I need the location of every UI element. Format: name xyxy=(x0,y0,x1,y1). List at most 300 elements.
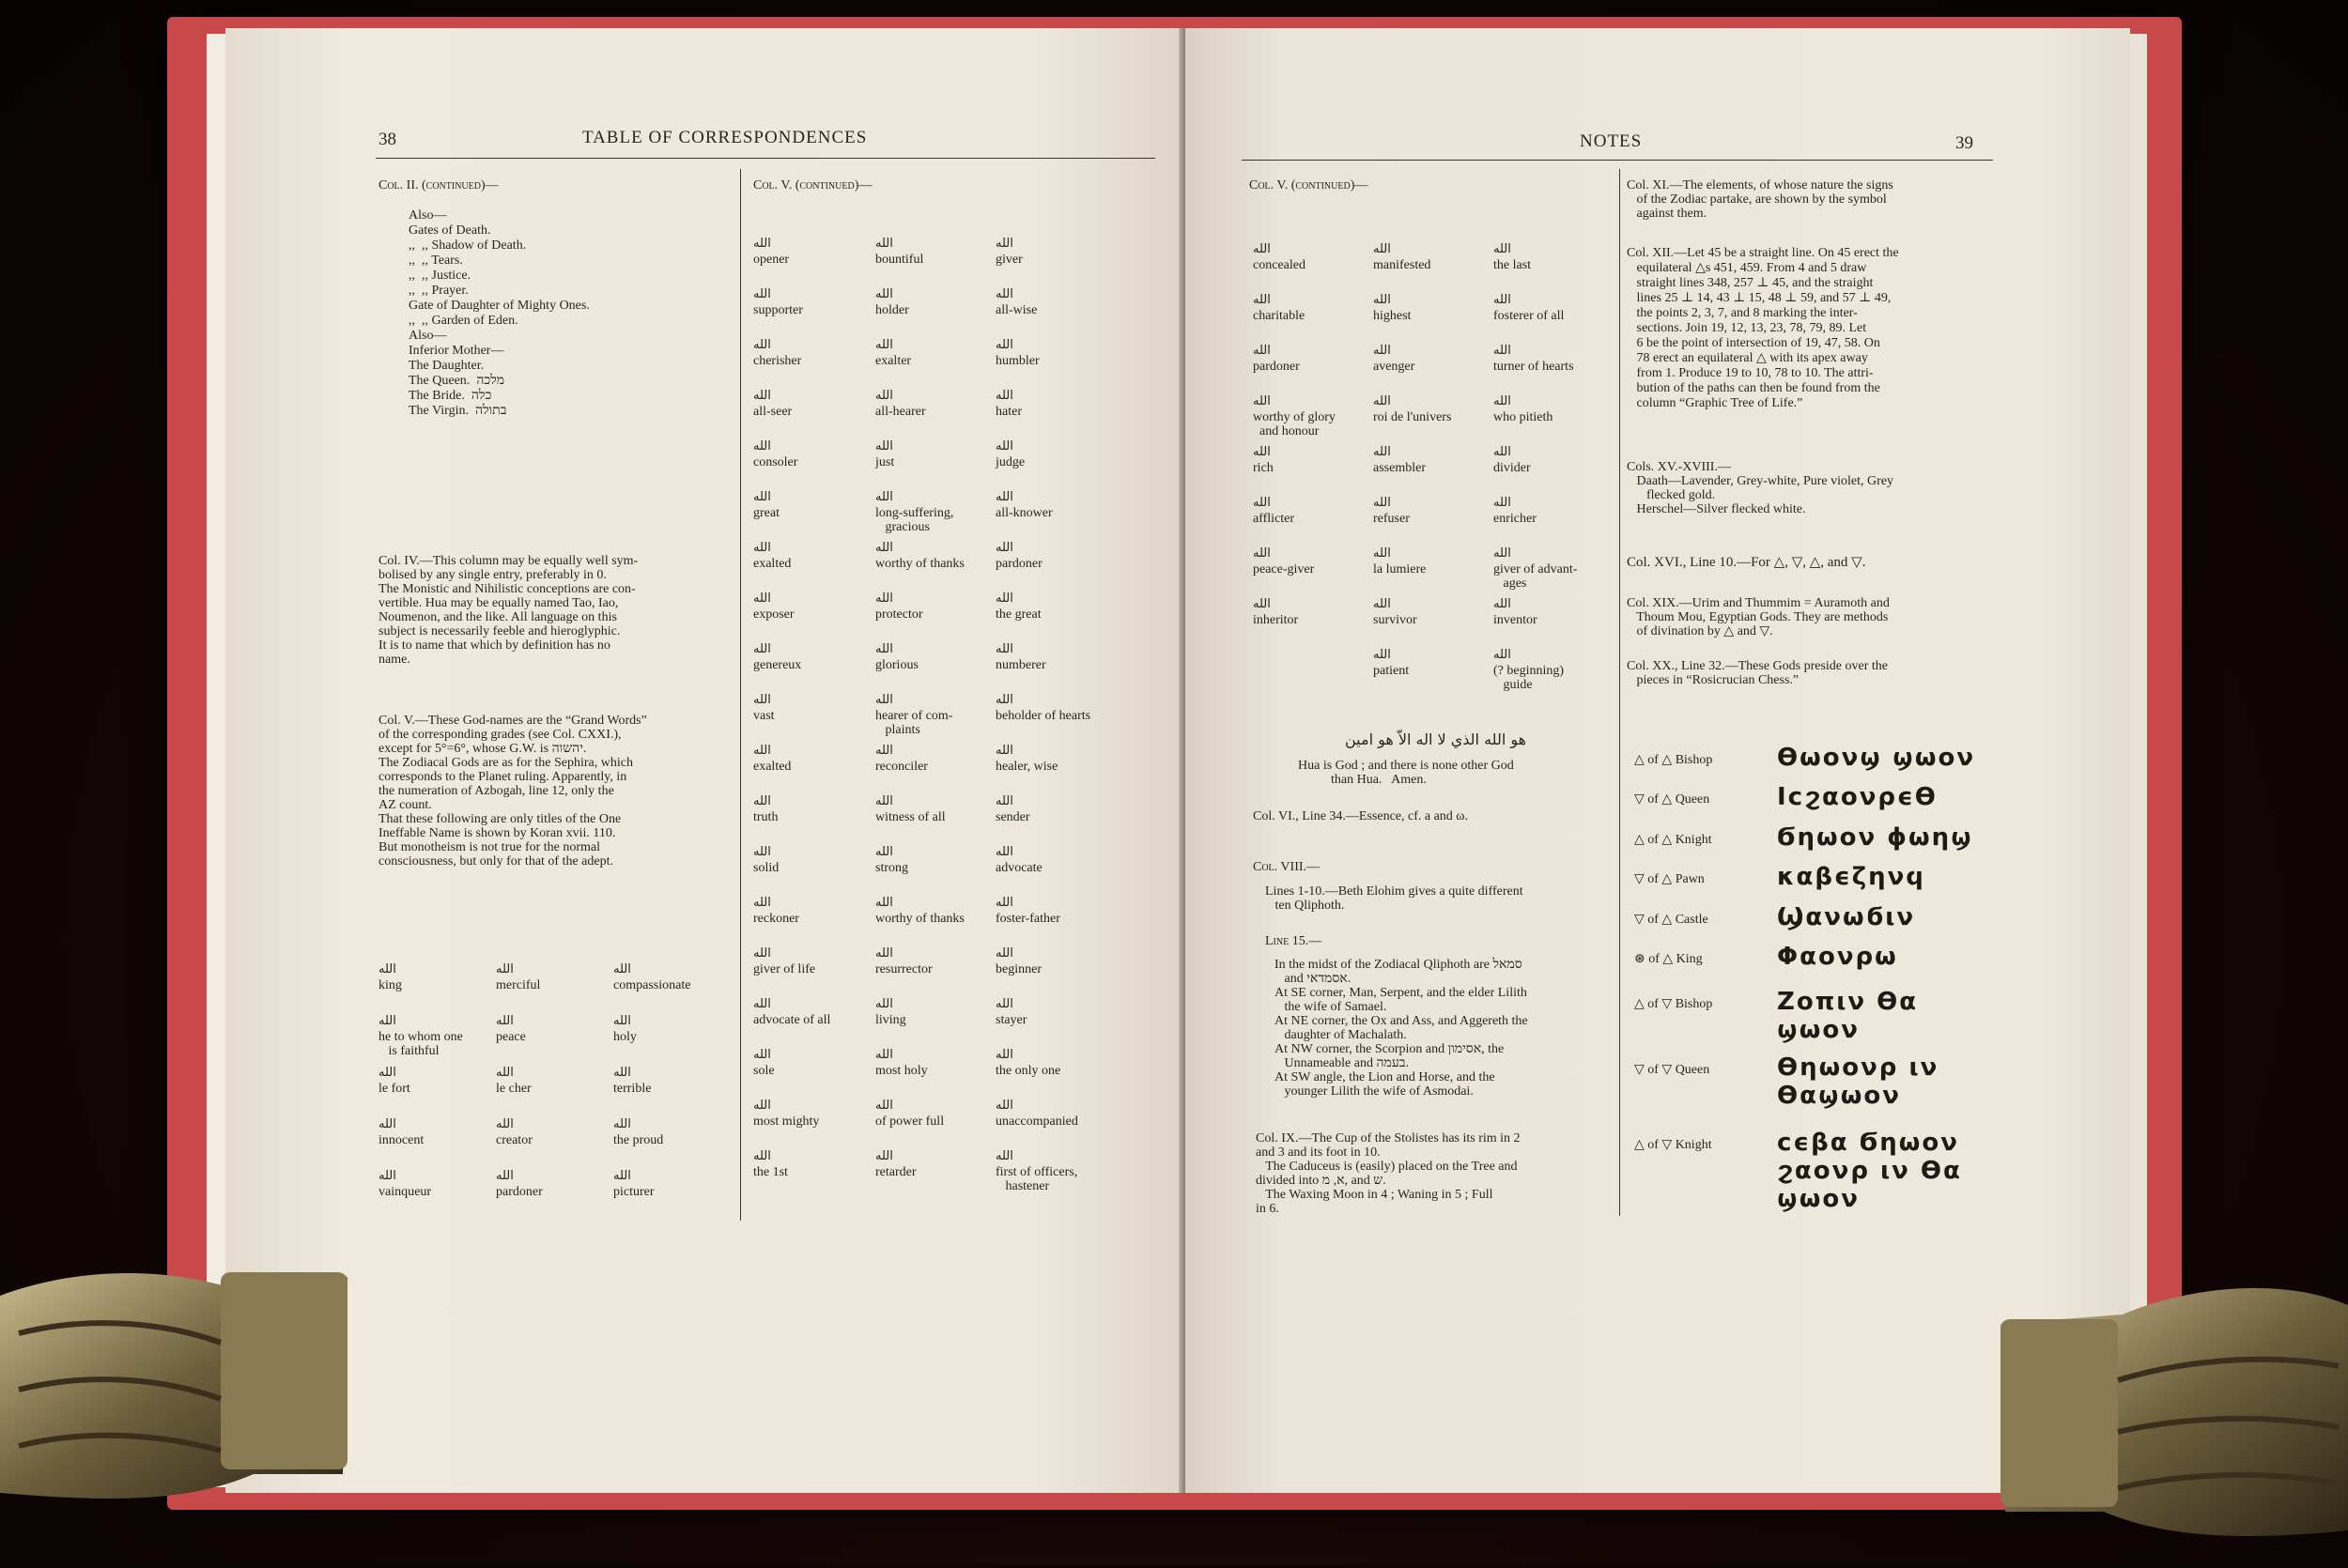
divine-name-translation: reckoner xyxy=(753,912,799,926)
chess-piece-label: △ of ▽ Bishop xyxy=(1634,997,1713,1011)
divine-name-translation: afflicter xyxy=(1253,512,1295,526)
col11-note xyxy=(1627,178,1893,221)
arabic-name-glyph: الله xyxy=(753,896,771,910)
col4-line: bolised by any single entry, preferably in 0. xyxy=(378,568,607,582)
divine-name-translation: giver xyxy=(996,253,1023,267)
arabic-name-glyph: الله xyxy=(875,642,893,656)
divine-name-translation: inheritor xyxy=(1253,613,1299,627)
arabic-name-glyph: الله xyxy=(378,1066,396,1080)
col15-line: Cols. XV.-XVIII.— xyxy=(1627,460,1731,474)
divine-name-translation: survivor xyxy=(1373,613,1417,627)
divine-name-translation: vast xyxy=(753,709,775,723)
left-page xyxy=(225,28,1183,1493)
arabic-name-glyph: الله xyxy=(996,1099,1013,1113)
col12-line: sections. Join 19, 12, 13, 23, 78, 79, 89. Let xyxy=(1627,321,1867,335)
arabic-name-glyph: الله xyxy=(1493,597,1511,611)
arabic-name-glyph: الله xyxy=(996,389,1013,403)
coptic-god-name: Ϭηωον ϕωηϣ xyxy=(1777,823,1973,852)
arabic-name-glyph: الله xyxy=(1373,648,1391,662)
divine-name-translation: he to whom one is faithful xyxy=(378,1030,463,1058)
col19-line: Thoum Mou, Egyptian Gods. They are methods xyxy=(1627,610,1889,624)
divine-name-translation: la lumiere xyxy=(1373,562,1427,576)
divine-name-translation: exalted xyxy=(753,557,792,571)
col8-line: At NW corner, the Scorpion and אסימון, the xyxy=(1274,1042,1505,1056)
arabic-name-glyph: الله xyxy=(1373,597,1391,611)
col2-line: The Queen. מלכה xyxy=(409,374,505,388)
divine-name-translation: enricher xyxy=(1493,512,1537,526)
divine-name-translation: bountiful xyxy=(875,253,924,267)
divine-name-translation: the only one xyxy=(996,1064,1061,1078)
divine-name-translation: beholder of hearts xyxy=(996,709,1091,723)
arabic-name-glyph: الله xyxy=(1253,445,1271,459)
col5-cont-heading-right: Col. V. (continued)— xyxy=(1249,178,1368,192)
col5-note-line: The Zodiacal Gods are as for the Sephira, which xyxy=(378,756,633,770)
coptic-god-name: ϴηωονρ ιν ϴαϣωον xyxy=(1777,1053,1939,1110)
divine-name-translation: long-suffering, gracious xyxy=(875,506,954,534)
divine-name-translation: fosterer of all xyxy=(1493,309,1565,323)
divine-name-translation: worthy of thanks xyxy=(875,557,965,571)
arabic-name-glyph: الله xyxy=(875,237,893,251)
divine-name-translation: judge xyxy=(996,455,1026,469)
divine-name-translation: consoler xyxy=(753,455,798,469)
arabic-name-glyph: الله xyxy=(875,439,893,453)
arabic-name-glyph: الله xyxy=(875,946,893,961)
divine-name-translation: (? beginning) guide xyxy=(1493,664,1565,692)
divine-name-translation: all-knower xyxy=(996,506,1053,520)
arabic-name-glyph: الله xyxy=(753,997,771,1011)
divine-name-translation: who pitieth xyxy=(1493,410,1553,424)
arabic-name-glyph: الله xyxy=(1373,445,1391,459)
arabic-name-glyph: الله xyxy=(875,1099,893,1113)
col8-line: the wife of Samael. xyxy=(1274,1000,1387,1014)
col8-line: At SE corner, Man, Serpent, and the elder Lilith xyxy=(1274,986,1527,1000)
col12-line: 6 be the point of intersection of 19, 47, 58. On xyxy=(1627,336,1880,350)
divine-name-translation: hearer of com- plaints xyxy=(875,709,953,737)
arabic-name-glyph: الله xyxy=(875,744,893,758)
arabic-name-glyph: الله xyxy=(996,794,1013,808)
col2-line: ,, ,, Prayer. xyxy=(409,284,469,298)
divine-name-translation: rich xyxy=(1253,461,1274,475)
arabic-name-glyph: الله xyxy=(1253,546,1271,561)
col20-note xyxy=(1627,659,1888,687)
divine-name-translation: opener xyxy=(753,253,790,267)
divine-name-translation: highest xyxy=(1373,309,1412,323)
col2-line: The Bride. כלה xyxy=(409,389,492,403)
arabic-name-glyph: الله xyxy=(1373,293,1391,307)
arabic-name-glyph: الله xyxy=(1493,394,1511,408)
arabic-name-glyph: الله xyxy=(996,1048,1013,1062)
arabic-name-glyph: الله xyxy=(875,794,893,808)
divine-name-translation: compassionate xyxy=(613,978,691,992)
arabic-name-glyph: الله xyxy=(1253,394,1271,408)
arabic-name-glyph: الله xyxy=(1253,242,1271,256)
divine-name-translation: peace xyxy=(496,1030,526,1044)
col9-line: and 3 and its foot in 10. xyxy=(1256,1145,1381,1160)
coptic-god-name: Φαονρω xyxy=(1777,943,1898,971)
arabic-name-glyph: الله xyxy=(753,389,771,403)
divine-name-translation: charitable xyxy=(1253,309,1305,323)
divine-name-translation: unaccompanied xyxy=(996,1115,1078,1129)
divine-name-translation: pardoner xyxy=(1253,360,1300,374)
col8-body xyxy=(1274,958,1528,1099)
col2-line: Gates of Death. xyxy=(409,223,491,238)
divine-name-translation: all-seer xyxy=(753,405,793,419)
col11-line: Col. XI.—The elements, of whose nature the signs xyxy=(1627,178,1893,192)
arabic-name-glyph: الله xyxy=(1493,242,1511,256)
divine-name-translation: divider xyxy=(1493,461,1531,475)
arabic-name-glyph: الله xyxy=(875,287,893,301)
divine-name-translation: worthy of thanks xyxy=(875,912,965,926)
arabic-name-glyph: الله xyxy=(996,845,1013,859)
col5-note-line: except for 5°=6°, whose G.W. is יהשוה. xyxy=(378,742,587,756)
divine-name-translation: foster-father xyxy=(996,912,1060,926)
arabic-name-glyph: الله xyxy=(613,1169,631,1183)
arabic-name-glyph: الله xyxy=(996,237,1013,251)
col9-line: The Waxing Moon in 4 ; Waning in 5 ; Full xyxy=(1256,1188,1493,1202)
arabic-name-glyph: الله xyxy=(753,1149,771,1163)
col11-line: of the Zodiac partake, are shown by the symbol xyxy=(1627,192,1887,207)
arabic-name-glyph: الله xyxy=(996,997,1013,1011)
arabic-name-glyph: الله xyxy=(1373,546,1391,561)
arabic-name-glyph: الله xyxy=(613,1117,631,1131)
col19-note xyxy=(1627,596,1890,638)
column-divider-right xyxy=(1619,169,1620,1216)
col19-line: of divination by △ and ▽. xyxy=(1627,624,1773,638)
arabic-name-glyph: الله xyxy=(996,287,1013,301)
chess-piece-label: ⊛ of △ King xyxy=(1634,952,1703,966)
divine-name-translation: great xyxy=(753,506,780,520)
arabic-name-glyph: الله xyxy=(996,338,1013,352)
col4-note xyxy=(378,554,638,667)
col15-line: Herschel—Silver flecked white. xyxy=(1627,502,1806,516)
col5-note-line: of the corresponding grades (see Col. CXXI.), xyxy=(378,728,622,742)
divine-name-translation: terrible xyxy=(613,1082,652,1096)
arabic-name-glyph: الله xyxy=(753,287,771,301)
arabic-name-glyph: الله xyxy=(378,962,396,976)
arabic-name-glyph: الله xyxy=(753,946,771,961)
arabic-name-glyph: الله xyxy=(875,1149,893,1163)
col5-cont-heading-left: Col. V. (continued)— xyxy=(753,178,873,192)
arabic-name-glyph: الله xyxy=(875,490,893,504)
arabic-name-glyph: الله xyxy=(753,338,771,352)
divine-name-translation: all-wise xyxy=(996,303,1038,317)
divine-name-translation: all-hearer xyxy=(875,405,926,419)
divine-name-translation: cherisher xyxy=(753,354,802,368)
arabic-name-glyph: الله xyxy=(1373,394,1391,408)
arabic-name-glyph: الله xyxy=(496,1066,514,1080)
running-head-right: NOTES xyxy=(1580,131,1643,151)
arabic-name-glyph: الله xyxy=(875,693,893,707)
col9-line: divided into א, מ, and ש. xyxy=(1256,1174,1386,1188)
divine-name-translation: pardoner xyxy=(996,557,1043,571)
divine-name-translation: concealed xyxy=(1253,258,1305,272)
divine-name-translation: holy xyxy=(613,1030,637,1044)
col5-note-line: Col. V.—These God-names are the “Grand Words” xyxy=(378,714,647,728)
arabic-name-glyph: الله xyxy=(1493,546,1511,561)
arabic-name-glyph: الله xyxy=(875,997,893,1011)
divine-name-translation: pardoner xyxy=(496,1185,543,1199)
divine-name-translation: advocate xyxy=(996,861,1043,875)
col15-line: Daath—Lavender, Grey-white, Pure violet, Grey xyxy=(1627,474,1894,488)
arabic-name-glyph: الله xyxy=(378,1014,396,1028)
divine-name-translation: just xyxy=(875,455,895,469)
arabic-name-glyph: الله xyxy=(1493,496,1511,510)
col16-note: Col. XVI., Line 10.—For △, ▽, △, and ▽. xyxy=(1627,555,1866,570)
arabic-name-glyph: الله xyxy=(753,642,771,656)
divine-name-translation: of power full xyxy=(875,1115,945,1129)
arabic-name-glyph: الله xyxy=(753,237,771,251)
arabic-name-glyph: الله xyxy=(996,744,1013,758)
col9-line: Col. IX.—The Cup of the Stolistes has its rim in 2 xyxy=(1256,1131,1521,1145)
coptic-god-name: Ζοπιν ϴα ϣωον xyxy=(1777,988,1919,1044)
col2-line: The Daughter. xyxy=(409,359,485,373)
divine-name-translation: stayer xyxy=(996,1013,1027,1027)
divine-name-translation: roi de l'univers xyxy=(1373,410,1452,424)
chess-piece-label: ▽ of △ Queen xyxy=(1634,792,1710,807)
arabic-name-glyph: الله xyxy=(1253,597,1271,611)
divine-name-translation: truth xyxy=(753,810,779,824)
col2-line: Also— xyxy=(409,208,447,223)
col2-line: ,, ,, Justice. xyxy=(409,269,471,283)
running-head-left: TABLE OF CORRESPONDENCES xyxy=(582,128,868,147)
arabic-name-glyph: الله xyxy=(1373,242,1391,256)
divine-name-translation: patient xyxy=(1373,664,1410,678)
col4-line: subject is necessarily feeble and hieroglyphic. xyxy=(378,624,621,638)
divine-name-translation: picturer xyxy=(613,1185,655,1199)
hua-line: Hua is God ; and there is none other God than Hua. Amen. xyxy=(1298,759,1514,787)
col5-note-line: Ineffable Name is shown by Koran xvii. 110. xyxy=(378,826,616,840)
right-brass-hand-weight xyxy=(2000,1277,2348,1565)
divine-name-translation: manifested xyxy=(1373,258,1431,272)
col9-note xyxy=(1256,1131,1521,1216)
col4-line: vertible. Hua may be equally named Tao, Iao, xyxy=(378,596,619,610)
arabic-name-glyph: الله xyxy=(1253,496,1271,510)
divine-name-translation: witness of all xyxy=(875,810,946,824)
divine-name-translation: living xyxy=(875,1013,906,1027)
col2-line: ,, ,, Shadow of Death. xyxy=(409,238,527,253)
col12-line: 78 erect an equilateral △ with its apex away xyxy=(1627,351,1868,365)
left-brass-hand-weight xyxy=(0,1258,357,1568)
col5-note-line: AZ count. xyxy=(378,798,432,812)
divine-name-translation: le cher xyxy=(496,1082,532,1096)
divine-name-translation: exposer xyxy=(753,607,795,622)
col2-heading: Col. II. (continued)— xyxy=(378,178,499,192)
divine-name-translation: giver of life xyxy=(753,962,816,976)
arabic-closing-line: هو الله الذي لا اله الاّ هو امين xyxy=(1345,730,1527,748)
divine-name-translation: beginner xyxy=(996,962,1042,976)
divine-name-translation: innocent xyxy=(378,1133,425,1147)
page-number-right: 39 xyxy=(1955,133,1973,153)
col12-line: from 1. Produce 19 to 10, 78 to 10. The attri- xyxy=(1627,366,1874,380)
col12-note xyxy=(1627,246,1899,411)
col8-line: In the midst of the Zodiacal Qliphoth are סמאל xyxy=(1274,958,1522,972)
divine-name-translation: humbler xyxy=(996,354,1040,368)
arabic-name-glyph: الله xyxy=(753,794,771,808)
arabic-name-glyph: الله xyxy=(753,1048,771,1062)
arabic-name-glyph: الله xyxy=(753,541,771,555)
coptic-god-name: ϴωονϣ ϣωον xyxy=(1777,744,1976,772)
col11-line: against them. xyxy=(1627,207,1707,221)
chess-piece-label: △ of ▽ Knight xyxy=(1634,1138,1712,1152)
arabic-name-glyph: الله xyxy=(378,1117,396,1131)
divine-name-translation: vainqueur xyxy=(378,1185,431,1199)
divine-name-translation: most mighty xyxy=(753,1115,820,1129)
divine-name-translation: holder xyxy=(875,303,909,317)
arabic-name-glyph: الله xyxy=(753,845,771,859)
col5-note-line: That these following are only titles of the One xyxy=(378,812,622,826)
col5-note-line: But monotheism is not true for the normal xyxy=(378,840,601,854)
header-rule-right xyxy=(1242,160,1993,161)
arabic-name-glyph: الله xyxy=(996,642,1013,656)
col2-line: Gate of Daughter of Mighty Ones. xyxy=(409,299,590,313)
divine-name-translation: genereux xyxy=(753,658,802,672)
arabic-name-glyph: الله xyxy=(875,845,893,859)
coptic-god-name: Ϣανωϭιν xyxy=(1777,903,1916,931)
divine-name-translation: le fort xyxy=(378,1082,410,1096)
col2-line: Inferior Mother— xyxy=(409,344,504,358)
arabic-name-glyph: الله xyxy=(496,962,514,976)
arabic-name-glyph: الله xyxy=(753,744,771,758)
line15-heading: Line 15.— xyxy=(1265,934,1322,948)
arabic-name-glyph: الله xyxy=(613,962,631,976)
divine-name-translation: first of officers, hastener xyxy=(996,1165,1078,1193)
divine-name-translation: worthy of glory and honour xyxy=(1253,410,1336,438)
column-divider xyxy=(740,169,741,1221)
col12-line: straight lines 348, 257 ⊥ 45, and the straight xyxy=(1627,276,1874,290)
arabic-name-glyph: الله xyxy=(1373,496,1391,510)
col2-line: Also— xyxy=(409,329,447,343)
divine-name-translation: the 1st xyxy=(753,1165,788,1179)
col15-line: flecked gold. xyxy=(1627,488,1716,502)
divine-name-translation: exalted xyxy=(753,760,792,774)
arabic-name-glyph: الله xyxy=(613,1014,631,1028)
divine-name-translation: refuser xyxy=(1373,512,1410,526)
chess-piece-label: △ of △ Bishop xyxy=(1634,753,1713,767)
col8-lines: Lines 1-10.—Beth Elohim gives a quite different ten Qliphoth. xyxy=(1265,884,1523,913)
arabic-name-glyph: الله xyxy=(875,896,893,910)
divine-name-translation: glorious xyxy=(875,658,919,672)
divine-name-translation: exalter xyxy=(875,354,912,368)
col4-line: It is to name that which by definition has no xyxy=(378,638,610,653)
divine-name-translation: reconciler xyxy=(875,760,928,774)
arabic-name-glyph: الله xyxy=(996,490,1013,504)
divine-name-translation: supporter xyxy=(753,303,803,317)
divine-name-translation: turner of hearts xyxy=(1493,360,1574,374)
arabic-name-glyph: الله xyxy=(875,592,893,606)
divine-name-translation: resurrector xyxy=(875,962,933,976)
header-rule xyxy=(376,158,1155,159)
divine-name-translation: peace-giver xyxy=(1253,562,1315,576)
arabic-name-glyph: الله xyxy=(496,1169,514,1183)
arabic-name-glyph: الله xyxy=(996,592,1013,606)
col12-line: lines 25 ⊥ 14, 43 ⊥ 15, 48 ⊥ 59, and 57 ⊥ 49, xyxy=(1627,291,1892,305)
col2-line: ,, ,, Garden of Eden. xyxy=(409,314,518,328)
arabic-name-glyph: الله xyxy=(996,896,1013,910)
divine-name-translation: the great xyxy=(996,607,1042,622)
divine-name-translation: avenger xyxy=(1373,360,1415,374)
divine-name-translation: inventor xyxy=(1493,613,1537,627)
divine-name-translation: merciful xyxy=(496,978,541,992)
arabic-name-glyph: الله xyxy=(996,693,1013,707)
arabic-name-glyph: الله xyxy=(996,946,1013,961)
col8-line: At NE corner, the Ox and Ass, and Aggereth the xyxy=(1274,1014,1528,1028)
arabic-name-glyph: الله xyxy=(875,1048,893,1062)
col5-note-line: corresponds to the Planet ruling. Apparently, in xyxy=(378,770,627,784)
col5-note-line: the numeration of Azbogah, line 12, only the xyxy=(378,784,614,798)
page-number-left: 38 xyxy=(378,130,396,149)
arabic-name-glyph: الله xyxy=(875,389,893,403)
col9-line: in 6. xyxy=(1256,1202,1279,1216)
right-page xyxy=(1185,28,2130,1493)
arabic-name-glyph: الله xyxy=(996,439,1013,453)
col12-line: Col. XII.—Let 45 be a straight line. On 45 erect the xyxy=(1627,246,1899,260)
col2-line: The Virgin. בתולה xyxy=(409,404,507,418)
divine-name-translation: numberer xyxy=(996,658,1046,672)
arabic-name-glyph: الله xyxy=(1253,344,1271,358)
arabic-name-glyph: الله xyxy=(875,338,893,352)
divine-name-translation: the proud xyxy=(613,1133,664,1147)
arabic-name-glyph: الله xyxy=(496,1014,514,1028)
divine-name-translation: advocate of all xyxy=(753,1013,831,1027)
divine-name-translation: sender xyxy=(996,810,1030,824)
arabic-name-glyph: الله xyxy=(875,541,893,555)
arabic-name-glyph: الله xyxy=(753,439,771,453)
divine-name-translation: most holy xyxy=(875,1064,928,1078)
coptic-god-name: Ιϲϩαονρϵϴ xyxy=(1777,783,1938,811)
col4-line: Col. IV.—This column may be equally well sym- xyxy=(378,554,639,568)
col5-note xyxy=(378,714,647,869)
divine-name-translation: retarder xyxy=(875,1165,917,1179)
col2-line: ,, ,, Tears. xyxy=(409,254,463,268)
arabic-name-glyph: الله xyxy=(753,592,771,606)
chess-piece-label: ▽ of △ Castle xyxy=(1634,913,1708,927)
divine-name-translation: king xyxy=(378,978,402,992)
divine-name-translation: giver of advant- ages xyxy=(1493,562,1578,591)
col8-line: and אסמדאי. xyxy=(1274,972,1352,986)
divine-name-translation: creator xyxy=(496,1133,533,1147)
col8-heading: Col. VIII.— xyxy=(1253,860,1321,874)
arabic-name-glyph: الله xyxy=(1253,293,1271,307)
arabic-name-glyph: الله xyxy=(1493,445,1511,459)
arabic-name-glyph: الله xyxy=(496,1117,514,1131)
col12-line: bution of the paths can then be found from the xyxy=(1627,381,1880,395)
arabic-name-glyph: الله xyxy=(613,1066,631,1080)
divine-name-translation: the last xyxy=(1493,258,1532,272)
col4-line: name. xyxy=(378,653,410,667)
col8-line: younger Lilith the wife of Asmodai. xyxy=(1274,1084,1474,1099)
arabic-name-glyph: الله xyxy=(753,693,771,707)
col15-note xyxy=(1627,460,1893,516)
chess-piece-label: ▽ of △ Pawn xyxy=(1634,872,1705,886)
chess-piece-label: △ of △ Knight xyxy=(1634,833,1712,847)
col4-line: Noumenon, and the like. All language on this xyxy=(378,610,617,624)
col8-line: Unnameable and בעמה. xyxy=(1274,1056,1409,1070)
coptic-god-name: καβϵζηνϥ xyxy=(1777,863,1925,891)
divine-name-translation: sole xyxy=(753,1064,775,1078)
arabic-name-glyph: الله xyxy=(753,1099,771,1113)
col2-lines xyxy=(409,208,590,419)
divine-name-translation: solid xyxy=(753,861,780,875)
divine-name-translation: assembler xyxy=(1373,461,1426,475)
col20-line: pieces in “Rosicrucian Chess.” xyxy=(1627,673,1800,687)
arabic-name-glyph: الله xyxy=(753,490,771,504)
arabic-name-glyph: الله xyxy=(378,1169,396,1183)
col12-line: the points 2, 3, 7, and 8 marking the inter- xyxy=(1627,306,1858,320)
col19-line: Col. XIX.—Urim and Thummim = Auramoth and xyxy=(1627,596,1890,610)
col5-note-line: consciousness, but only for that of the adept. xyxy=(378,854,614,869)
col9-line: The Caduceus is (easily) placed on the Tree and xyxy=(1256,1160,1518,1174)
col8-line: At SW angle, the Lion and Horse, and the xyxy=(1274,1070,1495,1084)
